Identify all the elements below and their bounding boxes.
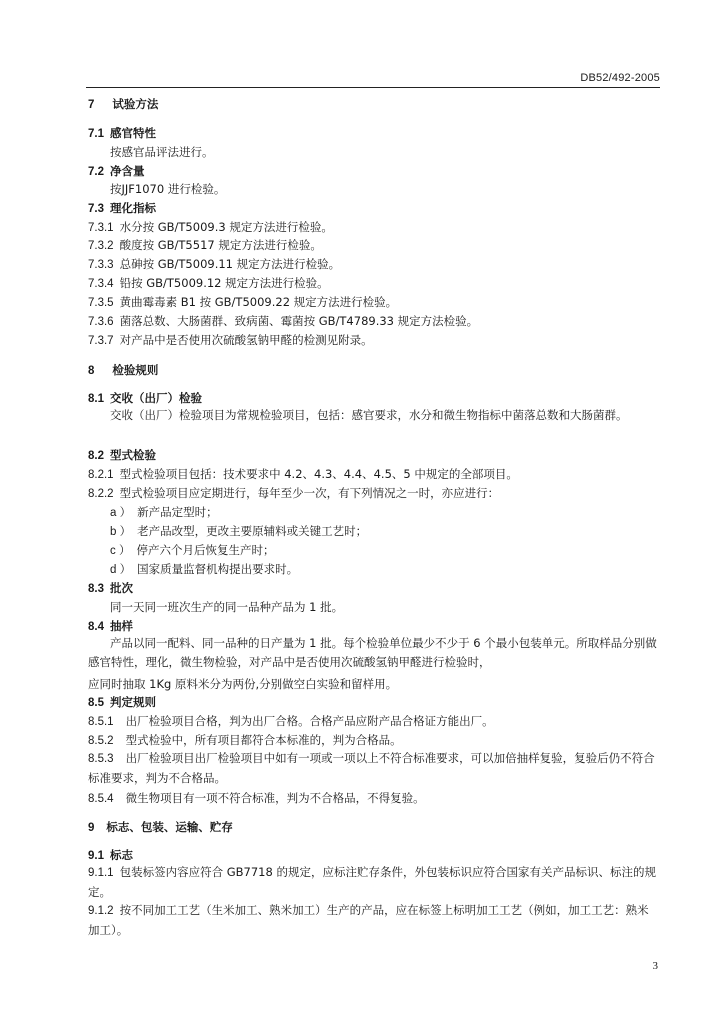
clause-number: 7.2	[88, 166, 104, 178]
clause-number: 8.5.4	[88, 793, 114, 805]
section-number: 9	[88, 822, 95, 834]
clause-title: 型式检验	[110, 448, 156, 462]
clause-number: 9.1.1	[88, 867, 114, 879]
clause-9-1-heading	[88, 847, 660, 864]
clause-7-3-heading	[88, 200, 660, 217]
clause-7-3-5	[88, 294, 660, 311]
clause-9-1-2	[88, 901, 660, 940]
clause-text: 型式检验项目包括：技术要求中 4.2、4.3、4.4、4.5、5 中规定的全部项目。	[119, 467, 518, 481]
clause-7-1-body: 按感官品评法进行。	[110, 145, 214, 159]
section-number: 7	[88, 99, 95, 111]
list-item	[110, 542, 660, 559]
clause-7-3-2	[88, 237, 660, 254]
clause-number: 8.2	[88, 450, 104, 462]
clause-8-5-heading	[88, 694, 660, 711]
section-8-heading	[88, 362, 660, 379]
clause-8-4-body-cont: 应同时抽取 1Kg 原料米分为两份,分别做空白实验和留样用。	[88, 677, 398, 691]
clause-8-5-1	[88, 713, 660, 730]
item-label: d ）	[110, 564, 132, 576]
page-number: 3	[652, 960, 658, 972]
clause-text: 总砷按 GB/T5009.11 规定方法进行检验。	[119, 257, 341, 271]
clause-number: 9.1	[88, 850, 104, 862]
clause-8-4-heading	[88, 618, 660, 635]
clause-8-2-1	[88, 466, 660, 483]
list-item	[110, 561, 660, 578]
clause-title: 交收（出厂）检验	[110, 391, 202, 405]
clause-number: 8.5.2	[88, 735, 114, 747]
clause-number: 8.4	[88, 621, 104, 633]
item-text: 老产品改型，更改主要原辅料或关键工艺时；	[137, 524, 368, 538]
clause-title: 抽样	[110, 619, 133, 633]
clause-7-1-heading	[88, 125, 660, 142]
clause-text: 水分按 GB/T5009.3 规定方法进行检验。	[119, 220, 333, 234]
section-7-heading	[88, 96, 660, 113]
section-title: 标志、包装、运输、贮存	[106, 820, 233, 834]
clause-number: 7.3.5	[88, 297, 114, 309]
item-text: 新产品定型时；	[137, 505, 218, 519]
clause-title: 净含量	[110, 164, 145, 178]
clause-8-1-body: 交收（出厂）检验项目为常规检验项目，包括：感官要求，水分和微生物指标中菌落总数和大肠菌群。	[110, 408, 628, 422]
clause-text: 包装标签内容应符合 GB7718 的规定，应标注贮存条件，外包装标识应符合国家有关产品标识、标注的规定。	[88, 865, 656, 899]
clause-8-3-heading	[88, 580, 660, 597]
clause-number: 8.3	[88, 583, 104, 595]
clause-9-1-1	[88, 863, 660, 902]
clause-title: 感官特性	[110, 126, 156, 140]
item-label: b ）	[110, 526, 132, 538]
clause-text: 酸度按 GB/T5517 规定方法进行检验。	[119, 238, 322, 252]
clause-8-4-body: 产品以同一配料、同一品种的日产量为 1 批。每个检验单位最少不少于 6 个最小包装单元。所取样品分别做感官特性，理化，微生物检验，对产品中是否使用次硫酸氢钠甲醛进行检验时，	[88, 636, 657, 669]
clause-7-2-body: 按JJF1070 进行检验。	[110, 182, 226, 196]
item-text: 国家质量监督机构提出要求时。	[137, 562, 299, 576]
clause-7-3-1	[88, 219, 660, 236]
clause-8-1-heading	[88, 390, 660, 407]
section-title: 检验规则	[112, 363, 159, 377]
clause-text: 菌落总数、大肠菌群、致病菌、霉菌按 GB/T4789.33 规定方法检验。	[119, 314, 479, 328]
list-item	[110, 523, 660, 540]
clause-title: 理化指标	[110, 201, 156, 215]
header-rule	[86, 87, 660, 88]
clause-number: 7.3.3	[88, 259, 114, 271]
clause-text: 黄曲霉毒素 B1 按 GB/T5009.22 规定方法进行检验。	[119, 295, 398, 309]
clause-8-5-2	[88, 732, 660, 749]
clause-number: 8.5.3	[88, 753, 114, 765]
clause-number: 7.3.2	[88, 240, 114, 252]
clause-text: 对产品中是否使用次硫酸氢钠甲醛的检测见附录。	[119, 333, 373, 347]
clause-7-3-4	[88, 275, 660, 292]
section-number: 8	[88, 365, 95, 377]
clause-7-3-7	[88, 332, 660, 349]
clause-8-2-heading	[88, 447, 660, 464]
clause-number: 7.1	[88, 128, 104, 140]
clause-title: 标志	[110, 848, 133, 862]
clause-number: 7.3.4	[88, 278, 114, 290]
clause-number: 8.1	[88, 393, 104, 405]
clause-number: 9.1.2	[88, 905, 114, 917]
clause-number: 7.3.1	[88, 222, 114, 234]
clause-7-2-heading	[88, 163, 660, 180]
clause-8-5-3	[88, 749, 660, 788]
clause-7-3-3	[88, 256, 660, 273]
clause-title: 判定规则	[110, 695, 156, 709]
clause-text: 微生物项目有一项不符合标准，判为不合格品，不得复验。	[125, 791, 425, 805]
clause-text: 铅按 GB/T5009.12 规定方法进行检验。	[119, 276, 329, 290]
list-item	[110, 504, 660, 521]
section-title: 试验方法	[112, 97, 159, 111]
clause-number: 8.5	[88, 697, 104, 709]
clause-text: 型式检验中，所有项目都符合本标准的，判为合格品。	[125, 733, 402, 747]
clause-7-3-6	[88, 313, 660, 330]
clause-number: 7.3.7	[88, 335, 114, 347]
clause-number: 8.5.1	[88, 716, 114, 728]
standard-code: DB52/492-2005	[580, 72, 660, 84]
clause-number: 8.2.1	[88, 469, 114, 481]
clause-text: 按不同加工工艺（生米加工、熟米加工）生产的产品，应在标签上标明加工工艺（例如，加工工艺：熟米加工）。	[88, 903, 649, 937]
clause-8-2-2	[88, 485, 660, 502]
clause-text: 出厂检验项目合格，判为出厂合格。合格产品应附产品合格证方能出厂。	[125, 714, 494, 728]
clause-8-5-4	[88, 790, 660, 807]
section-9-heading	[88, 819, 660, 836]
item-label: a ）	[110, 507, 132, 519]
clause-8-3-body: 同一天同一班次生产的同一品种产品为 1 批。	[110, 600, 344, 614]
clause-number: 7.3	[88, 203, 104, 215]
clause-title: 批次	[110, 581, 133, 595]
clause-number: 7.3.6	[88, 316, 114, 328]
clause-number: 8.2.2	[88, 488, 114, 500]
clause-text: 型式检验项目应定期进行，每年至少一次，有下列情况之一时，亦应进行：	[119, 486, 500, 500]
item-label: c ）	[110, 545, 131, 557]
clause-text: 出厂检验项目出厂检验项目中如有一项或一项以上不符合标准要求，可以加倍抽样复验，复验后仍不符合标准要求，判为不合格品。	[88, 751, 655, 785]
item-text: 停产六个月后恢复生产时；	[136, 543, 275, 557]
